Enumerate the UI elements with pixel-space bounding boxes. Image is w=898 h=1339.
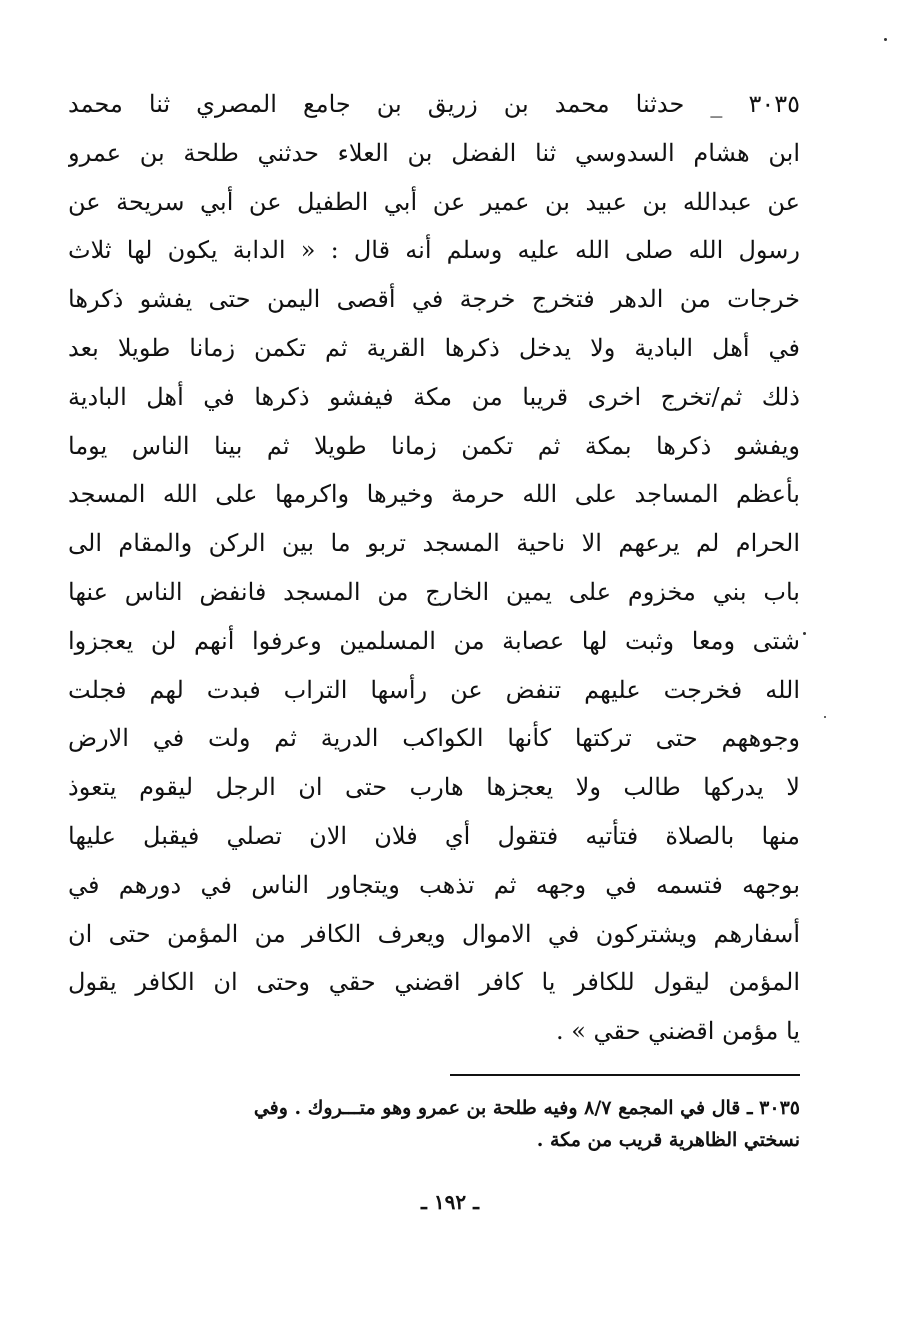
hadith-line: شتى ومعا وثبت لها عصابة من المسلمين وعرفوا أنهم لن يعجزوا bbox=[68, 626, 800, 655]
hadith-line: المؤمن ليقول للكافر يا كافر اقضني حقي وحتى ان الكافر يقول bbox=[68, 968, 800, 997]
hadith-line: ابن هشام السدوسي ثنا الفضل بن العلاء حدثني طلحة بن عمرو bbox=[68, 138, 800, 167]
hadith-line: الله فخرجت عليهم تنفض عن رأسها التراب فبدت لهم فجلت bbox=[68, 675, 800, 704]
scan-speck bbox=[824, 716, 826, 718]
scan-speck bbox=[803, 632, 806, 635]
hadith-text bbox=[68, 80, 800, 1056]
hadith-line: بأعظم المساجد على الله حرمة وخيرها واكرمها على الله المسجد bbox=[68, 480, 800, 509]
hadith-line: يا مؤمن اقضني حقي » . bbox=[555, 1017, 800, 1046]
hadith-line: خرجات من الدهر فتخرج خرجة في أقصى اليمن حتى يفشو ذكرها bbox=[68, 285, 800, 314]
hadith-line: لا يدركها طالب ولا يعجزها هارب حتى ان الرجل ليقوم يتعوذ bbox=[68, 773, 800, 802]
hadith-line: أسفارهم ويشتركون في الاموال ويعرف الكافر من المؤمن حتى ان bbox=[68, 919, 800, 948]
hadith-line: في أهل البادية ولا يدخل ذكرها القرية ثم تكمن زمانا طويلا بعد bbox=[68, 333, 800, 362]
hadith-line: ٣٠٣٥ _ حدثنا محمد بن زريق بن جامع المصري ثنا محمد bbox=[68, 90, 800, 118]
scan-speck bbox=[884, 38, 887, 41]
hadith-line: الحرام لم يرعهم الا ناحية المسجد تربو ما بين الركن والمقام الى bbox=[68, 529, 800, 558]
hadith-line: رسول الله صلى الله عليه وسلم أنه قال : « الدابة يكون لها ثلاث bbox=[68, 236, 800, 265]
hadith-line: وجوههم حتى تركتها كأنها الكواكب الدرية ثم ولت في الارض bbox=[68, 724, 800, 753]
page-number: ـ ١٩٢ ـ bbox=[421, 1190, 479, 1214]
footnote-line: ٣٠٣٥ ـ قال في المجمع ٨/٧ وفيه طلحة بن عمرو وهو متـــروك . وفي bbox=[253, 1097, 800, 1119]
footnote-divider bbox=[450, 1074, 800, 1076]
hadith-line: منها بالصلاة فتأتيه فتقول أي فلان الان تصلي فيقبل عليها bbox=[68, 821, 800, 850]
hadith-line: ويفشو ذكرها بمكة ثم تكمن زمانا طويلا ثم بينا الناس يوما bbox=[68, 431, 800, 460]
hadith-line: عن عبدالله بن عبيد بن عمير عن أبي الطفيل عن أبي سريحة عن bbox=[68, 187, 800, 216]
hadith-line: باب بني مخزوم على يمين الخارج من المسجد فانفض الناس عنها bbox=[68, 577, 800, 606]
hadith-line: بوجهه فتسمه في وجهه ثم تذهب ويتجاور الناس في دورهم في bbox=[68, 870, 800, 899]
footnote-line: نسختي الظاهرية قريب من مكة . bbox=[536, 1129, 800, 1151]
hadith-line: ذلك ثم/تخرج اخرى قريبا من مكة فيفشو ذكرها في أهل البادية bbox=[68, 382, 800, 411]
footnote bbox=[110, 1092, 800, 1156]
